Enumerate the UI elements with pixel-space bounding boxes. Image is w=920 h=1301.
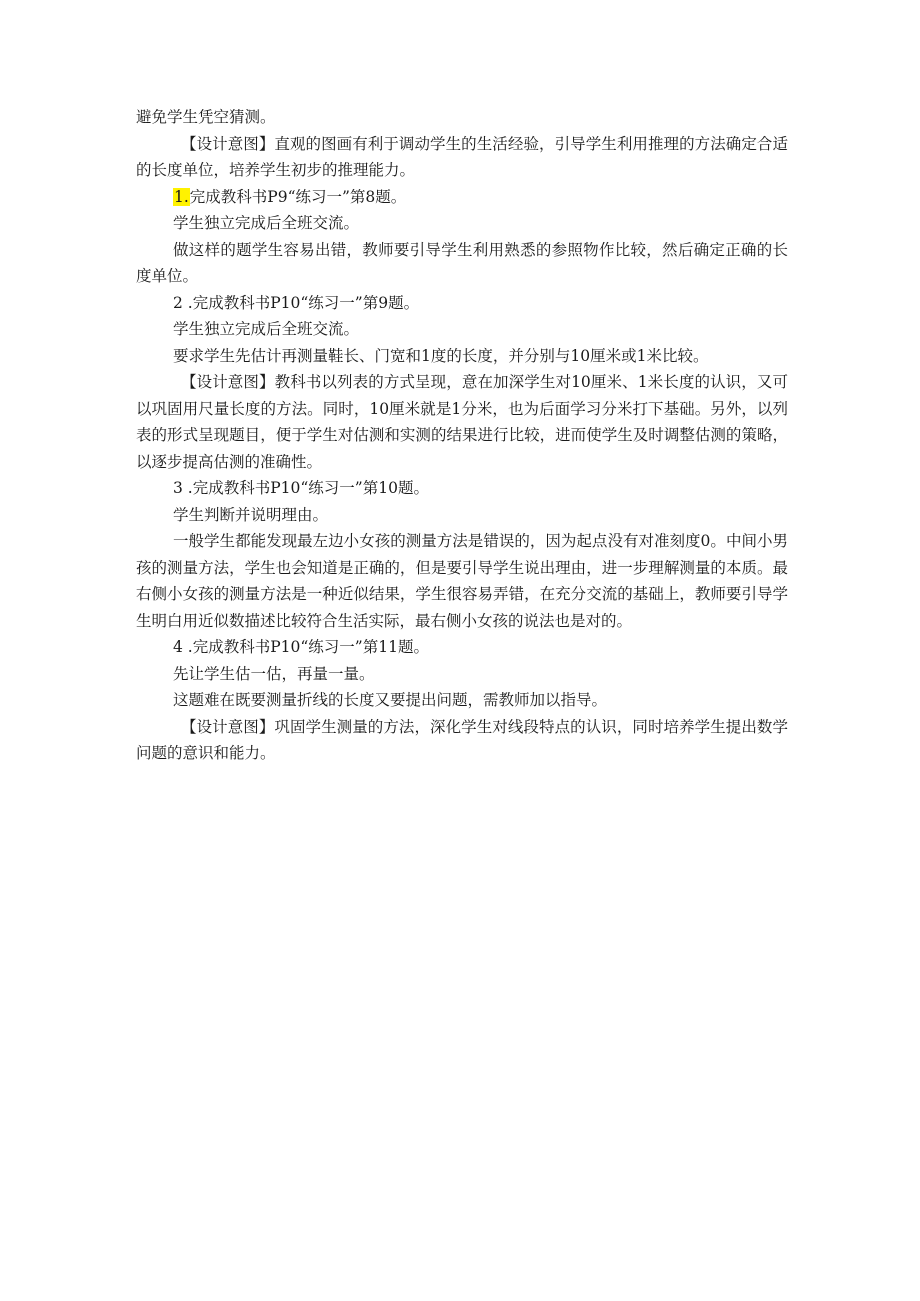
exercise-item-1 xyxy=(136,184,788,211)
exercise-4-step-1: 先让学生估一估，再量一量。 xyxy=(173,664,375,683)
document-page xyxy=(136,104,788,767)
design-intent-paragraph-2: 【设计意图】教科书以列表的方式呈现，意在加深学生对10厘米、1米长度的认识，又可以巩固用尺量长度的方法。同时，10厘米就是1分米，也为后面学习分米打下基础。另外，以列表的形式呈现题目，便于学生对估测和实测的结果进行比较，进而使学生及时调整估测的策略，以逐步提高估测的准确性。 xyxy=(136,373,788,471)
paragraph-continuation: 避免学生凭空猜测。 xyxy=(136,108,276,126)
highlighted-number: 1. xyxy=(174,187,189,206)
design-intent-paragraph-3: 【设计意图】巩固学生测量的方法，深化学生对线段特点的认识，同时培养学生提出数学问题的意识和能力。 xyxy=(136,717,788,762)
design-intent-paragraph-1: 【设计意图】直观的图画有利于调动学生的生活经验，引导学生利用推理的方法确定合适的长度单位，培养学生初步的推理能力。 xyxy=(136,134,788,179)
exercise-item-2: 2 .完成教科书P10“练习一”第9题。 xyxy=(173,293,420,312)
exercise-1-note: 做这样的题学生容易出错，教师要引导学生利用熟悉的参照物作比较，然后确定正确的长度单位。 xyxy=(136,240,788,285)
exercise-item-4: 4 .完成教科书P10“练习一”第11题。 xyxy=(173,638,429,656)
exercise-2-step-1: 学生独立完成后全班交流。 xyxy=(173,320,360,338)
exercise-item-1-text: 完成教科书P9“练习一”第8题。 xyxy=(189,187,407,206)
exercise-item-3: 3 .完成教科书P10“练习一”第10题。 xyxy=(173,479,429,497)
exercise-1-step-1: 学生独立完成后全班交流。 xyxy=(173,214,360,232)
exercise-3-step-1: 学生判断并说明理由。 xyxy=(173,505,329,524)
exercise-2-requirement: 要求学生先估计再测量鞋长、门宽和1度的长度，并分别与10厘米或1米比较。 xyxy=(173,346,709,365)
exercise-3-explanation: 一般学生都能发现最左边小女孩的测量方法是错误的，因为起点没有对准刻度0。中间小男孩的测量方法，学生也会知道是正确的，但是要引导学生说出理由，进一步理解测量的本质。最右侧小女孩的测量方法是一种近似结果，学生很容易弄错，在充分交流的基础上，教师要引导学生明白用近似数描述比较符合生活实际，最右侧小女孩的说法也是对的。 xyxy=(136,532,788,630)
exercise-4-note: 这题难在既要测量折线的长度又要提出问题，需教师加以指导。 xyxy=(173,691,608,709)
